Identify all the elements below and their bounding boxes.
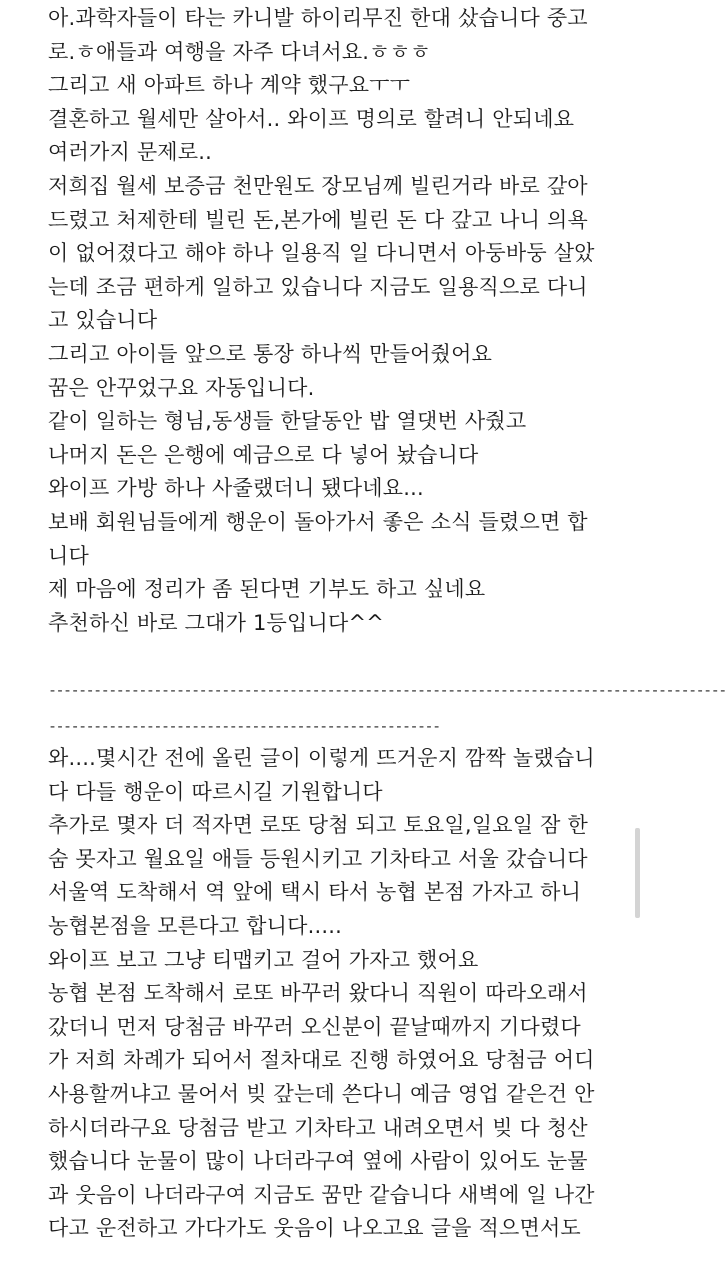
text-line: 과 웃음이 나더라구여 지금도 꿈만 같습니다 새벽에 일 나간 — [48, 1182, 595, 1207]
text-line: 와이프 가방 하나 사줄랬더니 됐다네요... — [48, 476, 424, 501]
text-line: 고 있습니다 — [48, 308, 158, 333]
text-line: 같이 일하는 형님,동생들 한달동안 밥 열댓번 사줬고 — [48, 409, 527, 434]
text-line: 추가로 몇자 더 적자면 로또 당첨 되고 토요일,일요일 잠 한 — [48, 813, 588, 838]
text-line: 그리고 새 아파트 하나 계약 했구요ㅜㅜ — [48, 73, 411, 98]
text-line: 드렸고 처제한테 빌린 돈,본가에 빌린 돈 다 갚고 나니 의욕 — [48, 207, 588, 232]
text-line: 그리고 아이들 앞으로 통장 하나씩 만들어줬어요 — [48, 341, 493, 366]
text-line: 했습니다 눈물이 많이 나더라구여 옆에 사람이 있어도 눈물 — [48, 1149, 588, 1174]
text-line: 로.ㅎ애들과 여행을 자주 다녀서요.ㅎㅎㅎ — [48, 39, 431, 64]
text-line: 다고 운전하고 가다가도 웃음이 나오고요 글을 적으면서도 — [48, 1216, 581, 1241]
text-line: 사용할꺼냐고 물어서 빚 갚는데 쓴다니 예금 영업 같은건 안 — [48, 1081, 595, 1106]
scrollbar-thumb[interactable] — [635, 828, 640, 918]
text-line: 갔더니 먼저 당첨금 바꾸러 오신분이 끝날때까지 기다렸다 — [48, 1014, 581, 1039]
text-line: 여러가지 문제로.. — [48, 140, 213, 165]
text-line: 나머지 돈은 은행에 예금으로 다 넣어 놨습니다 — [48, 442, 479, 467]
divider-line: ---------------------------------------------------- — [48, 717, 440, 735]
post-text-part-1 — [48, 2, 608, 640]
text-line: 와....몇시간 전에 올린 글이 이렇게 뜨거운지 깜짝 놀랬습니 — [48, 746, 595, 770]
text-line: 제 마음에 정리가 좀 된다면 기부도 하고 싶네요 — [48, 577, 486, 602]
post-text-part-2 — [48, 742, 608, 1246]
text-line: 꿈은 안꾸었구요 자동입니다. — [48, 375, 315, 400]
text-line: 하시더라구요 당첨금 받고 기차타고 내려오면서 빚 다 청산 — [48, 1115, 588, 1140]
text-line: 니다 — [48, 543, 89, 568]
text-line: 와이프 보고 그냥 티맵키고 걸어 가자고 했어요 — [48, 947, 479, 972]
text-line: 서울역 도착해서 역 앞에 택시 타서 농협 본점 가자고 하니 — [48, 880, 582, 905]
text-line: 숨 못자고 월요일 애들 등원시키고 기차타고 서울 갔습니다 — [48, 846, 588, 871]
text-line: 결혼하고 월세만 살아서.. 와이프 명의로 할려니 안되네요 — [48, 106, 575, 131]
divider-line: ------------------------------------------------------------------------------------------ — [48, 681, 726, 699]
text-line: 다 다들 행운이 따르시길 기원합니다 — [48, 779, 383, 804]
text-line: 농협본점을 모른다고 합니다..... — [48, 913, 342, 938]
text-line: 농협 본점 도착해서 로또 바꾸러 왔다니 직원이 따라오래서 — [48, 981, 588, 1006]
text-line: 가 저희 차례가 되어서 절차대로 진행 하였어요 당첨금 어디 — [48, 1048, 595, 1073]
text-line: 이 없어졌다고 해야 하나 일용직 일 다니면서 아둥바둥 살았 — [48, 241, 595, 266]
text-line: 추천하신 바로 그대가 1등입니다^^ — [48, 610, 385, 635]
text-line: 는데 조금 편하게 일하고 있습니다 지금도 일용직으로 다니 — [48, 274, 588, 299]
text-line: 저희집 월세 보증금 천만원도 장모님께 빌린거라 바로 갚아 — [48, 173, 588, 198]
text-line: 아.과학자들이 타는 카니발 하이리무진 한대 샀습니다 중고 — [48, 6, 588, 30]
text-line: 보배 회원님들에게 행운이 돌아가서 좋은 소식 들렸으면 합 — [48, 509, 588, 534]
